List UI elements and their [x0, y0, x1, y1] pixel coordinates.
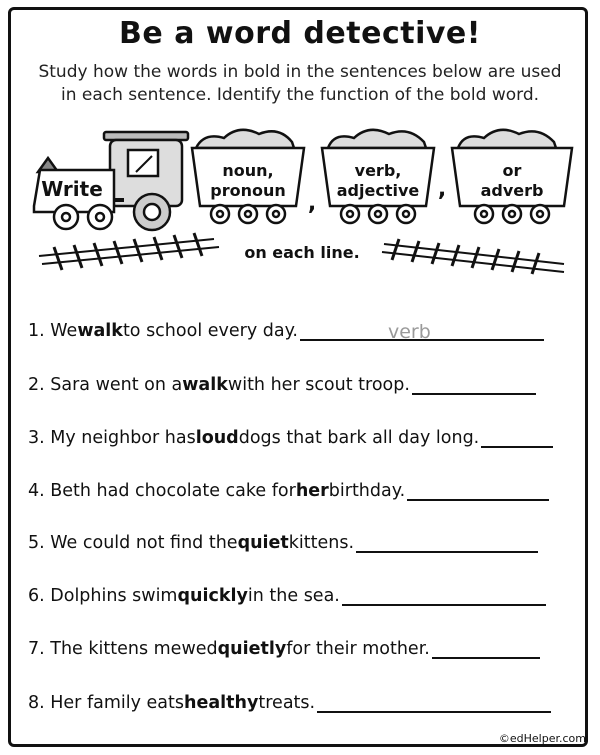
bold-word: quiet: [237, 533, 289, 553]
answer-line[interactable]: [356, 529, 538, 553]
car-2-line-1: verb,: [354, 161, 402, 180]
bold-word: walk: [182, 375, 228, 395]
answer-line[interactable]: [407, 477, 549, 501]
answer-line[interactable]: [300, 317, 544, 341]
question-text: 2. Sara went on a: [28, 375, 183, 395]
question-text: treats.: [258, 693, 316, 713]
question-3: [28, 418, 553, 448]
answer-line[interactable]: [342, 582, 546, 606]
instructions-line-1: Study how the words in bold in the sentences below are used: [38, 62, 562, 82]
car-1-line-2: pronoun: [210, 181, 286, 200]
car-3-line-2: adverb: [480, 181, 544, 200]
bold-word: healthy: [184, 693, 259, 713]
question-1: [28, 311, 544, 341]
bold-word: loud: [195, 428, 239, 448]
comma-2: ,: [437, 177, 447, 202]
question-text: birthday.: [328, 481, 406, 501]
answer-line[interactable]: [481, 424, 553, 448]
question-2: [28, 365, 536, 395]
bold-word: quickly: [177, 586, 248, 606]
question-7: [28, 629, 540, 659]
answer-line[interactable]: [317, 689, 551, 713]
question-6: [28, 576, 546, 606]
train-illustration: [24, 114, 580, 294]
bold-word: walk: [77, 321, 123, 341]
question-text: 6. Dolphins swim: [28, 586, 178, 606]
track-label: on each line.: [244, 243, 360, 262]
question-text: with her scout troop.: [227, 375, 410, 395]
answer-line[interactable]: [432, 635, 540, 659]
bold-word: quietly: [217, 639, 287, 659]
question-text: 5. We could not find the: [28, 533, 238, 553]
instructions-line-2: in each sentence. Identify the function of the bold word.: [60, 85, 540, 105]
question-text: in the sea.: [247, 586, 340, 606]
answer-line[interactable]: [412, 371, 536, 395]
copyright: ©edHelper.com: [498, 732, 586, 745]
question-text: 7. The kittens mewed: [28, 639, 218, 659]
engine-label: Write: [41, 177, 103, 201]
question-8: [28, 683, 551, 713]
comma-1: ,: [307, 191, 317, 216]
bold-word: her: [295, 481, 329, 501]
question-text: 4. Beth had chocolate cake for: [28, 481, 296, 501]
question-5: [28, 523, 538, 553]
answer-text: verb: [388, 321, 431, 343]
instructions: [0, 61, 600, 107]
question-text: kittens.: [288, 533, 355, 553]
question-text: 1. We: [28, 321, 78, 341]
question-text: 8. Her family eats: [28, 693, 184, 713]
question-4: [28, 471, 549, 501]
car-3-line-1: or: [502, 161, 522, 180]
page-title: Be a word detective!: [119, 16, 481, 51]
question-text: dogs that bark all day long.: [238, 428, 480, 448]
car-1-line-1: noun,: [222, 161, 274, 180]
question-text: 3. My neighbor has: [28, 428, 196, 448]
car-2-line-2: adjective: [336, 181, 420, 200]
question-text: for their mother.: [286, 639, 430, 659]
question-text: to school every day.: [122, 321, 298, 341]
